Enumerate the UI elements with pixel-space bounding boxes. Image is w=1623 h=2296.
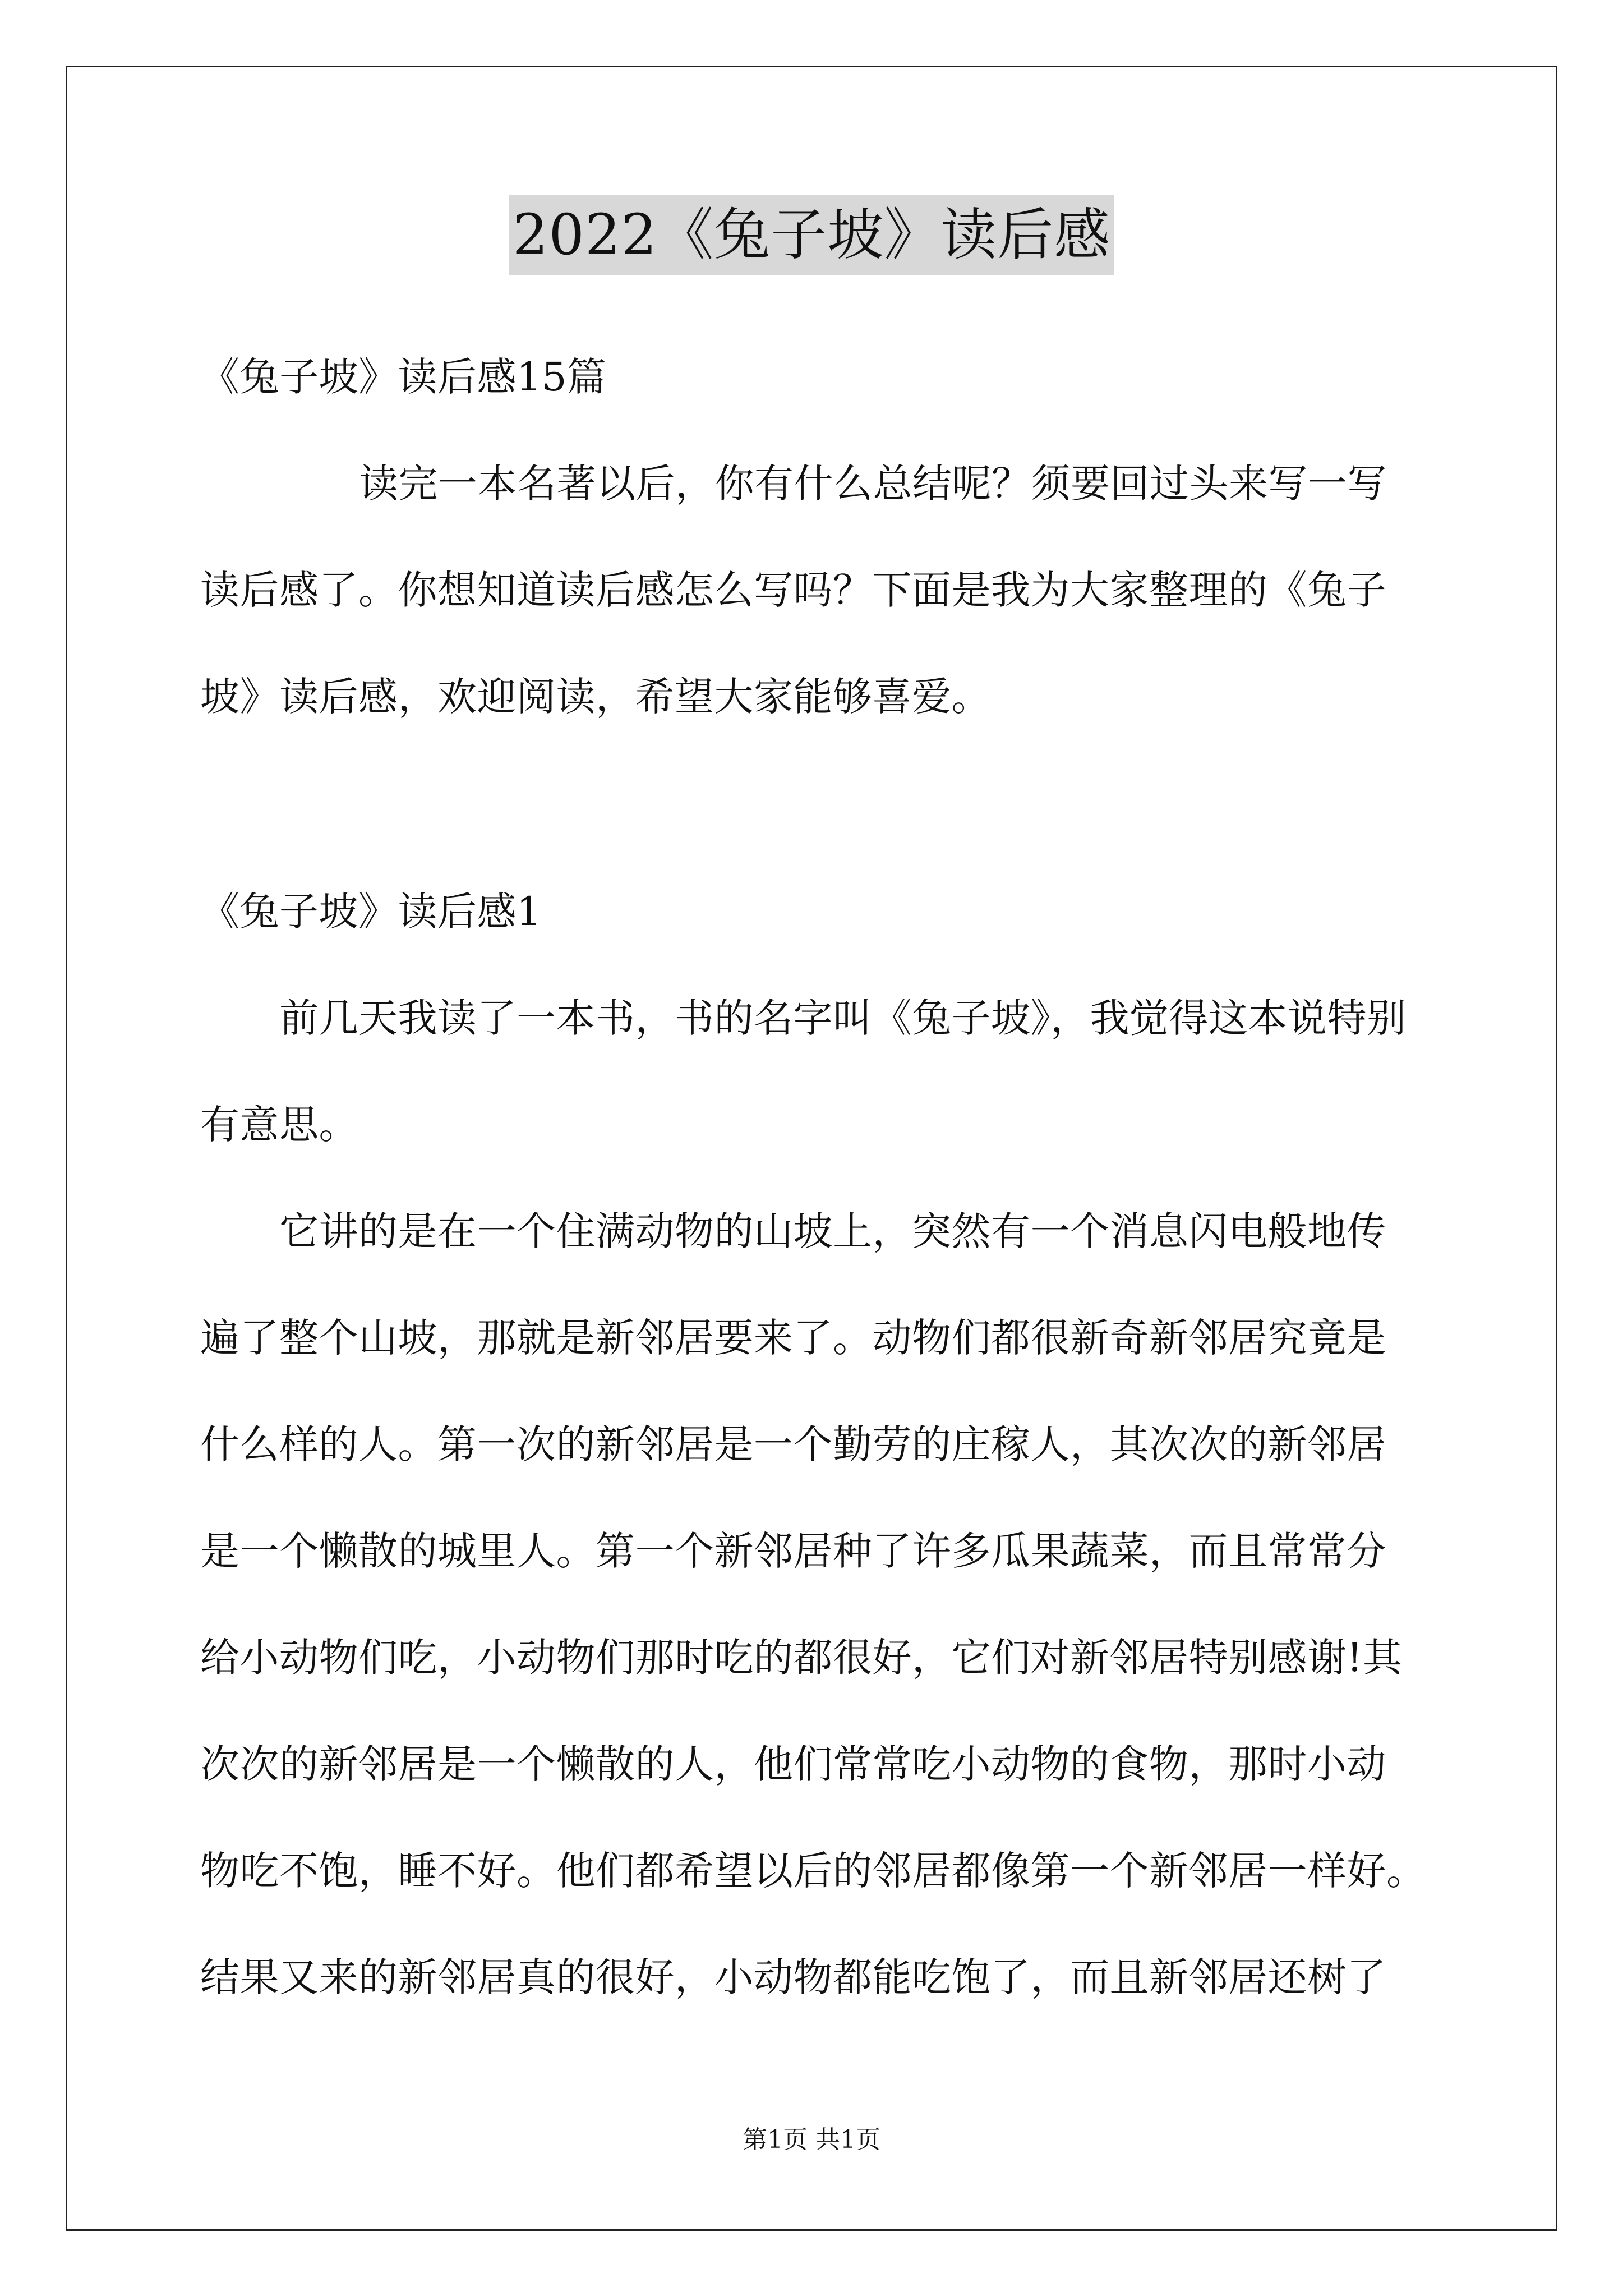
paragraph-line: 是一个懒散的城里人。第一个新邻居种了许多瓜果蔬菜，而且常常分 bbox=[200, 1528, 1386, 1574]
intro-line: 读后感了。你想知道读后感怎么写吗？下面是我为大家整理的《兔子 bbox=[200, 567, 1386, 613]
title-container bbox=[0, 195, 1623, 275]
intro-line: 读完一本名著以后，你有什么总结呢？须要回过头来写一写 bbox=[359, 461, 1387, 507]
document-title: 2022《兔子坡》读后感 bbox=[509, 195, 1114, 275]
intro-line: 坡》读后感，欢迎阅读，希望大家能够喜爱。 bbox=[200, 674, 991, 720]
paragraph-line: 遍了整个山坡，那就是新邻居要来了。动物们都很新奇新邻居究竟是 bbox=[200, 1315, 1386, 1361]
section-heading: 《兔子坡》读后感1 bbox=[200, 889, 542, 935]
paragraph-line: 次次的新邻居是一个懒散的人，他们常常吃小动物的食物，那时小动 bbox=[200, 1741, 1386, 1787]
paragraph-line: 有意思。 bbox=[200, 1102, 358, 1148]
paragraph-line: 什么样的人。第一次的新邻居是一个勤劳的庄稼人，其次次的新邻居 bbox=[200, 1421, 1386, 1467]
paragraph-line: 它讲的是在一个住满动物的山坡上，突然有一个消息闪电般地传 bbox=[279, 1208, 1386, 1254]
document-subtitle: 《兔子坡》读后感15篇 bbox=[200, 354, 607, 400]
paragraph-line: 结果又来的新邻居真的很好，小动物都能吃饱了，而且新邻居还树了 bbox=[200, 1954, 1386, 2000]
paragraph-line: 给小动物们吃，小动物们那时吃的都很好，它们对新邻居特别感谢!其 bbox=[200, 1635, 1403, 1681]
paragraph-line: 物吃不饱，睡不好。他们都希望以后的邻居都像第一个新邻居一样好。 bbox=[200, 1848, 1426, 1894]
page-footer: 第1页 共1页 bbox=[743, 2125, 880, 2154]
paragraph-line: 前几天我读了一本书，书的名字叫《兔子坡》，我觉得这本说特别 bbox=[279, 995, 1407, 1041]
